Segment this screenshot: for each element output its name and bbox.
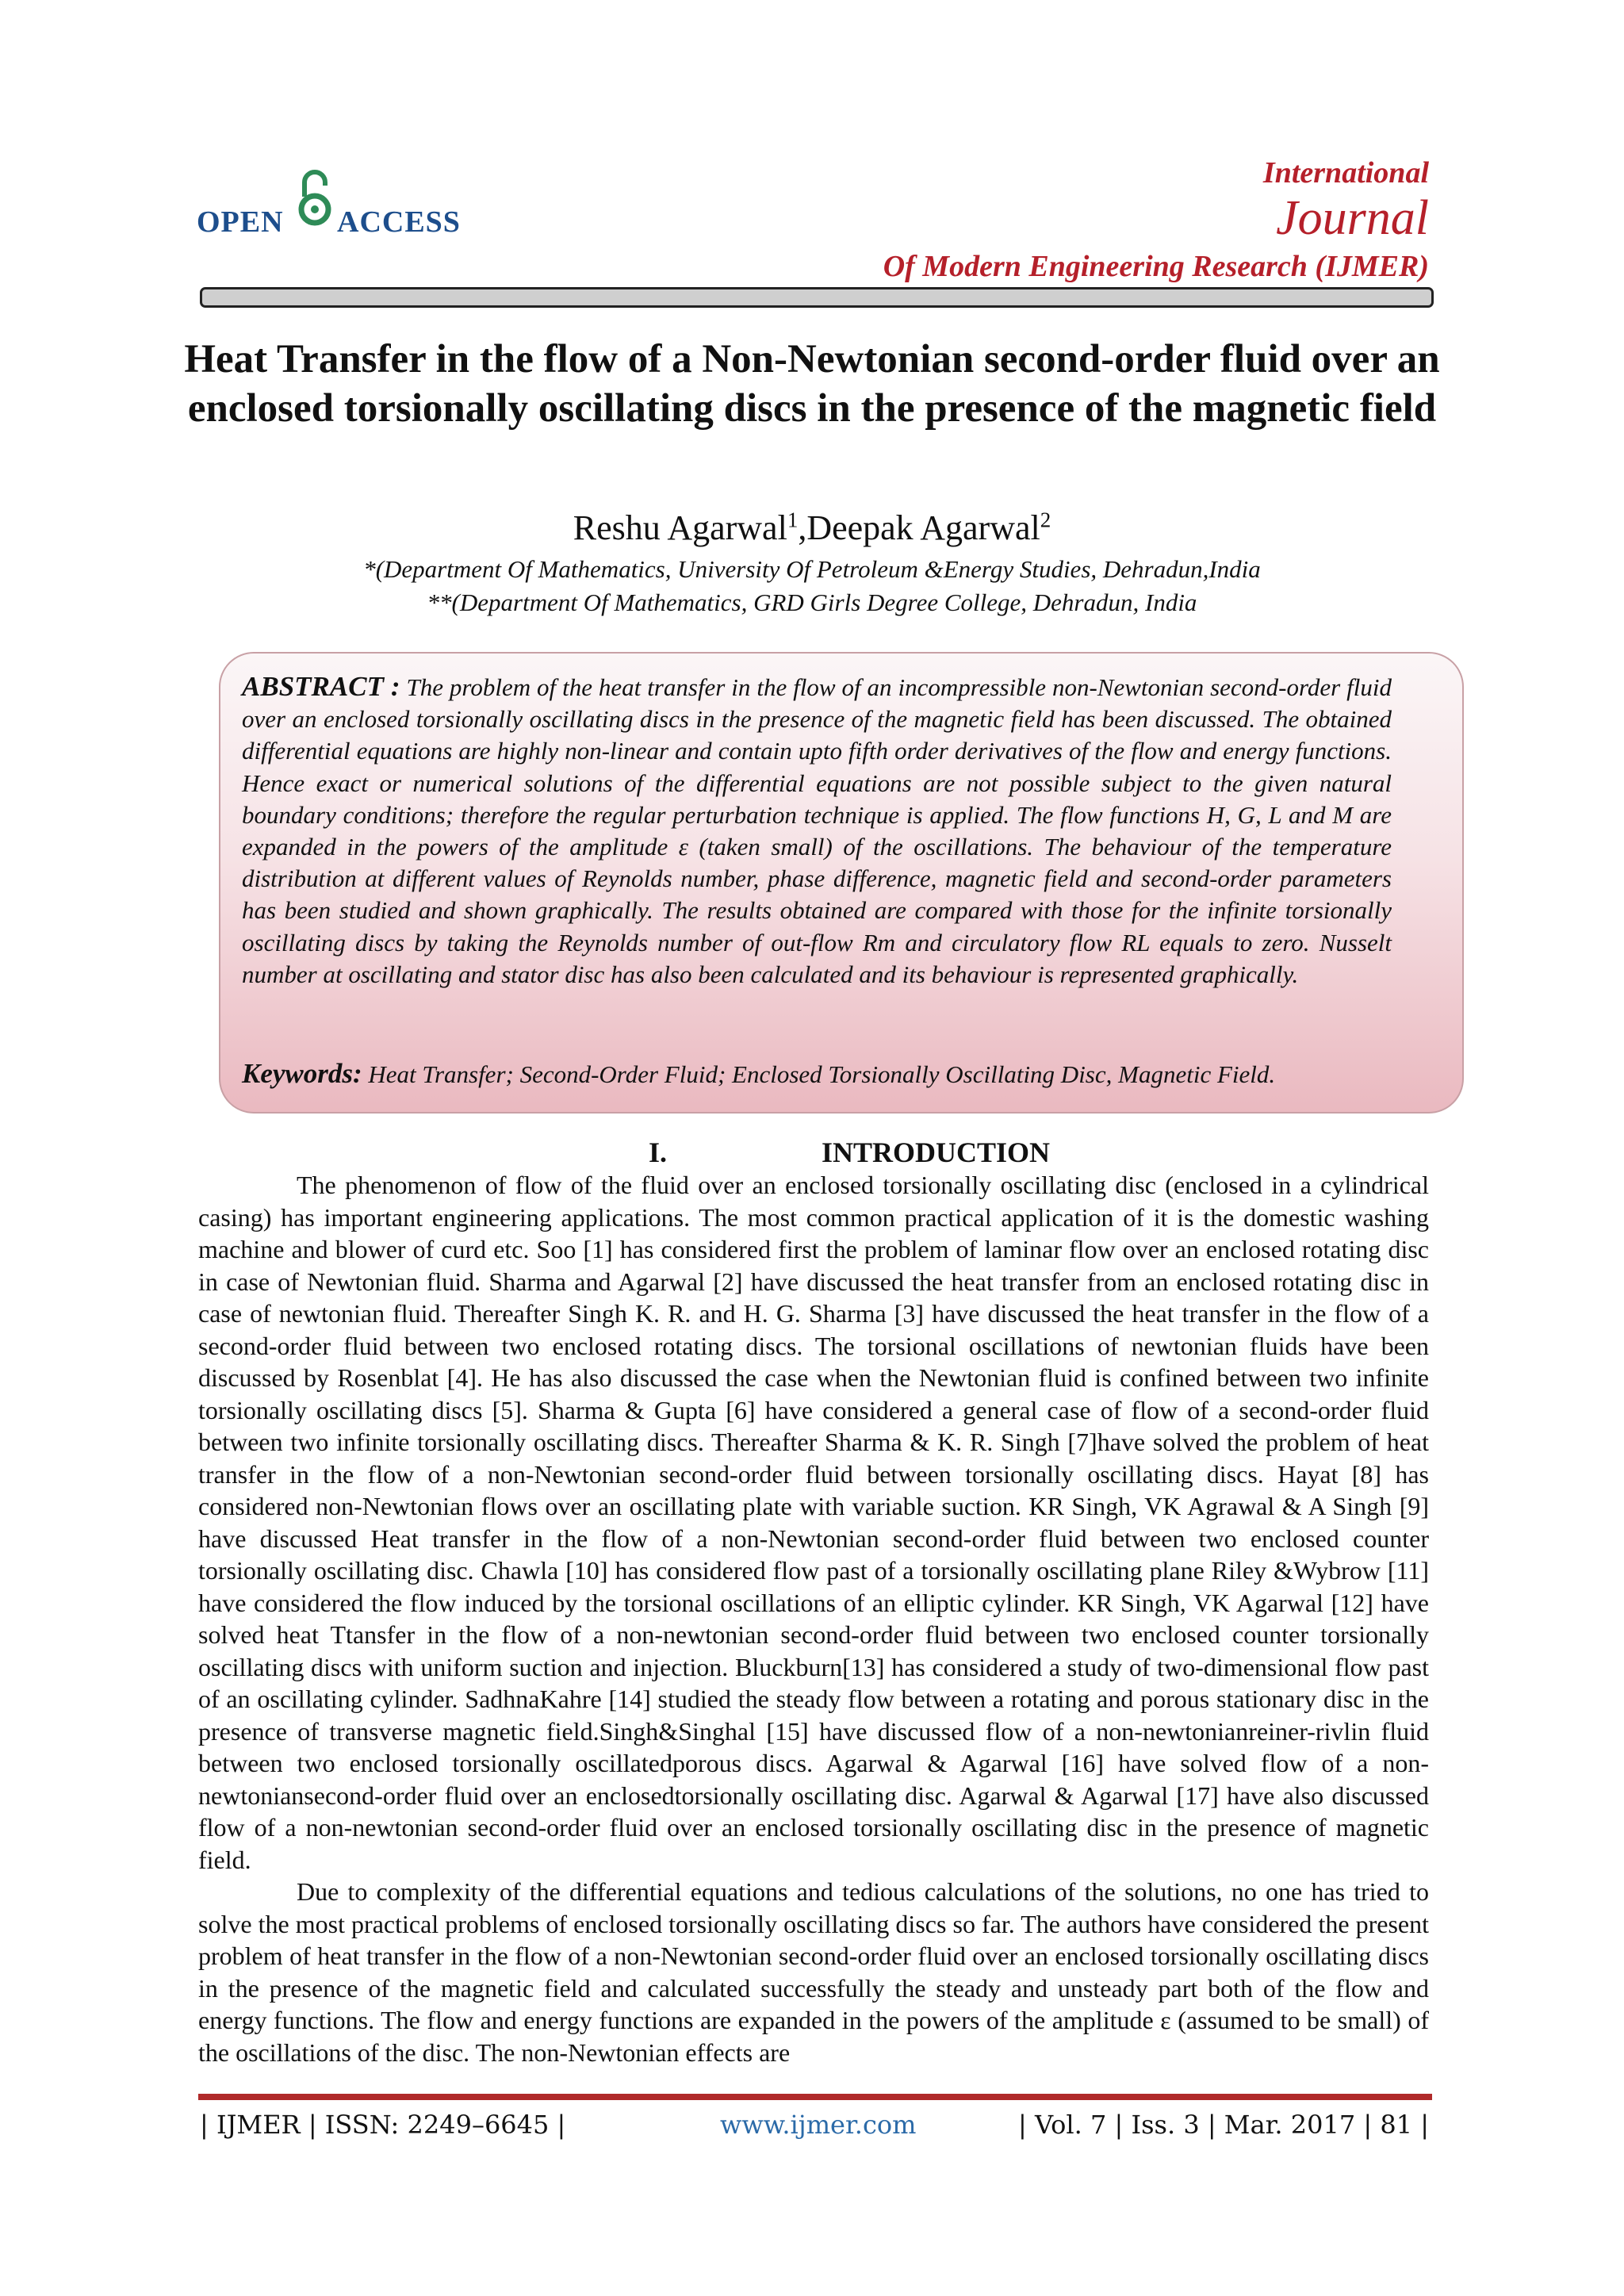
open-access-label: OPEN (197, 205, 284, 239)
introduction-body (198, 1169, 1429, 2068)
section-heading: INTRODUCTION (822, 1137, 1051, 1168)
affiliation-1: *(Department Of Mathematics, University Of Petroleum &Energy Studies, Dehradun,India (363, 555, 1261, 583)
open-access-lock-icon (293, 165, 336, 236)
access-label: ACCESS (337, 205, 461, 239)
paper-title: Heat Transfer in the flow of a Non-Newtonian second-order fluid over an enclosed torsionally oscillating discs in the presence of the magnetic field (184, 337, 1440, 431)
header-divider (200, 287, 1434, 308)
introduction-paragraph-1: The phenomenon of flow of the fluid over an enclosed torsionally oscillating disc (enclosed in a cylindrical casing) has important engineering applications. The most common practical application of it is the domestic washing machine and blower of curd etc. Soo [1] has considered first the problem of laminar flow over an enclosed rotating disc in case of Newtonian fluid. Sharma and Agarwal [2] have discussed the heat transfer from an enclosed rotating disc in case of newtonian fluid. Thereafter Singh K. R. and H. G. Sharma [3] have discussed the heat transfer in the flow of a second-order fluid between two enclosed rotating discs. The torsional oscillations of newtonian fluids have been discussed by Rosenblat [4]. He has also discussed the case when the Newtonian fluid is confined between two infinite torsionally oscillating discs [5]. Sharma & Gupta [6] have considered a general case of flow of a second-order fluid between two infinite torsionally oscillating discs. Thereafter Sharma & K. R. Singh [7]have solved the problem of heat transfer in the flow of a non-Newtonian second-order fluid between torsionally oscillating discs. Hayat [8] has considered non-Newtonian flows over an oscillating plate with variable suction. KR Singh, VK Agrawal & A Singh [9] have discussed Heat transfer in the flow of a non-Newtonian second-order fluid between two enclosed counter torsionally oscillating disc. Chawla [10] has considered flow past of a torsionally oscillating plane Riley &Wybrow [11] have considered the flow induced by the torsional oscillations of an elliptic cylinder. KR Singh, VK Agarwal [12] have solved heat Ttansfer in the flow of a non-newtonian second-order fluid between two enclosed counter torsionally oscillating discs with uniform suction and injection. Bluckburn[13] has considered a study of two-dimensional flow past of an oscillating cylinder. SadhnaKahre [14] studied the steady flow between a rotating and porous stationary disc in the presence of transverse magnetic field.Singh&Singhal [15] have discussed flow of a non-newtonianreiner-rivlin fluid between two enclosed torsionally oscillatedporous discs. Agarwal & Agarwal [16] have solved flow of a non-newtoniansecond-order fluid over an enclosedtorsionally oscillating disc. Agarwal & Agarwal [17] have also discussed flow of a non-newtonian second-order fluid over an enclosed torsionally oscillating disc in the presence of magnetic field. (198, 1171, 1429, 1874)
author-1-affil-mark: 1 (787, 508, 799, 532)
abstract-label: ABSTRACT : (242, 671, 400, 702)
keywords (242, 1058, 1423, 1090)
author-2-affil-mark: 2 (1040, 508, 1051, 532)
author-1: Reshu Agarwal (573, 508, 787, 547)
footer-issn: | IJMER | ISSN: 2249–6645 | (200, 2110, 566, 2140)
footer-volume-page: | Vol. 7 | Iss. 3 | Mar. 2017 | 81 | (1018, 2110, 1429, 2140)
authors-line (159, 508, 1465, 548)
abstract-body: The problem of the heat transfer in the flow of an incompressible non-Newtonian second-order fluid over an enclosed torsionally oscillating discs in the presence of the magnetic field has been discussed. The obtained differential equations are highly non-linear and contain upto fifth order derivatives of the flow and energy functions. Hence exact or numerical solutions of the differential equations are not possible subject to the given natural boundary conditions; therefore the regular perturbation technique is applied. The flow functions H, G, L and M are expanded in the powers of the amplitude ε (taken small) of the oscillations. The behaviour of the temperature distribution at different values of Reynolds number, phase difference, magnetic field and second-order parameters has been studied and shown graphically. The results obtained are compared with those for the infinite torsionally oscillating discs by taking the Reynolds number of out-flow Rm and circulatory flow RL equals to zero. Nusselt number at oscillating and stator disc has also been calculated and its behaviour is represented graphically. (242, 673, 1392, 988)
keywords-label: Keywords: (242, 1058, 362, 1089)
keywords-list: Heat Transfer; Second-Order Fluid; Enclosed Torsionally Oscillating Disc, Magnetic Field. (368, 1060, 1276, 1088)
author-2: Deepak Agarwal (806, 508, 1040, 547)
footer-divider (198, 2094, 1432, 2100)
introduction-paragraph-2: Due to complexity of the differential equations and tedious calculations of the solutions, no one has tried to solve the most practical problems of enclosed torsionally oscillating discs so far. The authors have considered the present problem of heat transfer in the flow of a non-Newtonian second-order fluid over an enclosed torsionally oscillating discs in the presence of the magnetic field and calculated successfully the steady and unsteady part both of the flow and energy functions. The flow and energy functions are expanded in the powers of the amplitude ε (assumed to be small) of the oscillations of the disc. The non-Newtonian effects are (198, 1877, 1430, 2067)
journal-line-journal: Journal (1276, 191, 1429, 245)
section-number: I. (649, 1137, 668, 1168)
author-separator: , (798, 508, 807, 547)
journal-line-international: International (1262, 156, 1429, 190)
abstract (242, 671, 1392, 991)
affiliation-2: **(Department Of Mathematics, GRD Girls Degree College, Dehradun, India (427, 588, 1197, 616)
footer-website-link[interactable]: www.ijmer.com (720, 2110, 917, 2140)
journal-subtitle: Of Modern Engineering Research (IJMER) (883, 250, 1429, 283)
